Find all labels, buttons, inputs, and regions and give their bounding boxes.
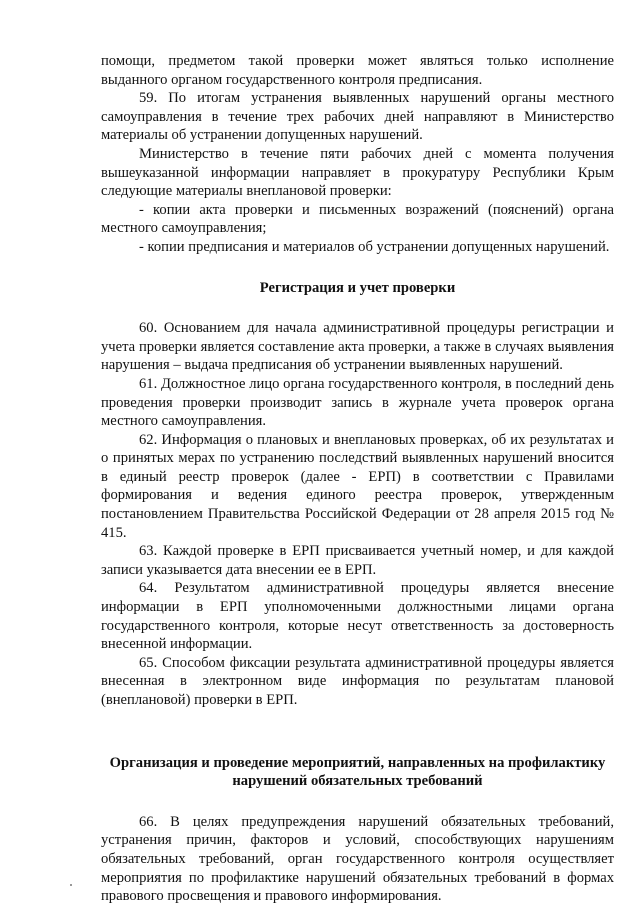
paragraph-65: 65. Способом фиксации результата административной процедуры является внесенная в электронном виде информация по результатам плановой (внеплановой) проверки в ЕРП. bbox=[101, 654, 614, 708]
section-heading-prevention: Организация и проведение мероприятий, направленных на профилактику нарушений обязательных требований bbox=[109, 754, 606, 790]
section-heading-registration: Регистрация и учет проверки bbox=[259, 279, 456, 296]
paragraph-ministry: Министерство в течение пяти рабочих дней с момента получения вышеуказанной информации направляет в прокуратуру Республики Крым следующие материалы внеплановой проверки: bbox=[101, 145, 614, 200]
list-item-act-copies: - копии акта проверки и письменных возражений (пояснений) органа местного самоуправления; bbox=[101, 201, 614, 237]
paragraph-59: 59. По итогам устранения выявленных нарушений органы местного самоуправления в течение трех рабочих дней направляют в Министерство материалы об устранении допущенных нарушений. bbox=[101, 90, 614, 144]
paragraph-60: 60. Основанием для начала административной процедуры регистрации и учета проверки является составление акта проверки, а также в случаях выявления нарушения – выдача предписания об устранении выявленных нарушений. bbox=[101, 320, 614, 374]
list-item-order-copies: - копии предписания и материалов об устранении допущенных нарушений. bbox=[139, 238, 610, 255]
paragraph-61: 61. Должностное лицо органа государственного контроля, в последний день проведения проверки производит запись в журнале учета проверок органа местного самоуправления. bbox=[101, 375, 614, 430]
paragraph-continuation: помощи, предметом такой проверки может являться только исполнение выданного органом государственного контроля предписания. bbox=[101, 53, 614, 88]
paragraph-63: 63. Каждой проверке в ЕРП присваивается учетный номер, и для каждой записи указывается дата внесении ее в ЕРП. bbox=[101, 543, 614, 578]
paragraph-64: 64. Результатом административной процедуры является внесение информации в ЕРП уполномоченными должностными лицами органа государственного контроля, которые несут ответственность за достоверность внесенной информации. bbox=[101, 580, 614, 653]
paragraph-62: 62. Информация о плановых и внеплановых проверках, об их результатах и о принятых мерах по устранению последствий выявленных нарушений вносится в единый реестр проверок (далее - ЕРП) в соответствии с Правилами формирования и ведения единого реестра проверок, утвержденным постановлением Правительства Российской Федерации от 28 апреля 2015 год № 415. bbox=[101, 431, 614, 541]
paragraph-66: 66. В целях предупреждения нарушений обязательных требований, устранения причин, факторов и условий, способствующих нарушениям обязательных требований, орган государственного контроля осуществляет мероприятия по профилактике нарушений обязательных требований в формах правового просвещения и правового информирования. bbox=[101, 813, 614, 905]
scan-speck bbox=[70, 884, 72, 886]
